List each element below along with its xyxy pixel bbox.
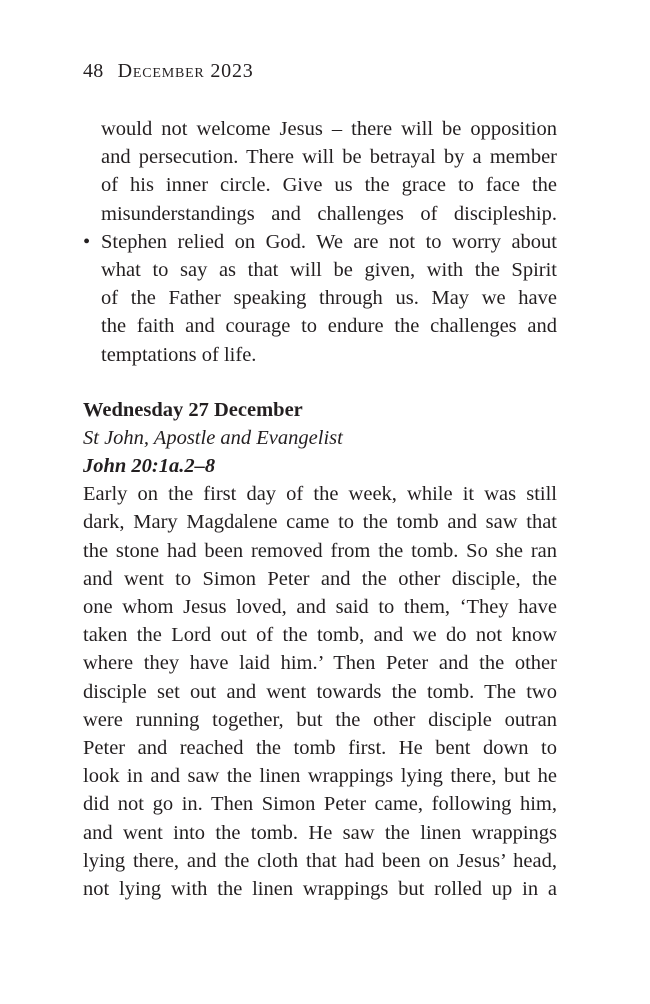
text-line: temptations of life.	[101, 343, 257, 366]
continued-bullet-text	[83, 115, 557, 228]
passage-line: not lying with the linen wrappings but rolled up in a	[83, 877, 557, 900]
passage-line: and went into the tomb. He saw the linen wrappings	[83, 821, 557, 844]
text-line: what to say as that will be given, with the Spirit	[101, 258, 557, 281]
section-gap	[83, 369, 557, 396]
bullet-text	[83, 228, 557, 369]
passage-line: look in and saw the linen wrappings lying there, but he	[83, 765, 557, 788]
text-line: of the Father speaking through us. May we have	[101, 287, 557, 310]
passage-line: disciple set out and went towards the tomb. The two	[83, 680, 557, 703]
bullet-point	[83, 228, 557, 369]
text-line: would not welcome Jesus – there will be opposition	[101, 118, 557, 140]
passage-line: where they have laid him.’ Then Peter and the other	[83, 652, 557, 675]
passage-line: and went to Simon Peter and the other disciple, the	[83, 567, 557, 590]
passage-line: lying there, and the cloth that had been on Jesus’ head,	[83, 849, 557, 872]
text-line: Stephen relied on God. We are not to worry about	[101, 230, 557, 253]
entry-date-heading: Wednesday 27 December	[83, 398, 303, 421]
scripture-passage	[83, 480, 557, 903]
passage-line: did not go in. Then Simon Peter came, following him,	[83, 793, 557, 816]
bullet-marker: •	[83, 230, 91, 253]
page-content	[83, 115, 557, 903]
running-head-title: December 2023	[117, 60, 254, 82]
passage-line: dark, Mary Magdalene came to the tomb and saw that	[83, 511, 557, 534]
passage-line: Early on the first day of the week, while it was still	[83, 483, 557, 506]
passage-line: one whom Jesus loved, and said to them, ‘They have	[83, 596, 557, 618]
passage-line: were running together, but the other disciple outran	[83, 708, 557, 731]
feast-subtitle: St John, Apostle and Evangelist	[83, 426, 343, 449]
passage-line: Peter and reached the tomb first. He bent down to	[83, 736, 557, 759]
passage-line: the stone had been removed from the tomb. So she ran	[83, 539, 557, 562]
text-line: and persecution. There will be betrayal by a member	[101, 146, 557, 169]
page-number: 48	[83, 60, 104, 82]
text-line: of his inner circle. Give us the grace to face the	[101, 174, 557, 197]
running-head	[83, 57, 254, 85]
scripture-reference: John 20:1a.2–8	[83, 455, 216, 478]
text-line: misunderstandings and challenges of discipleship.	[101, 202, 557, 225]
text-line: the faith and courage to endure the challenges and	[101, 315, 557, 338]
daily-entry	[83, 396, 557, 903]
passage-line: taken the Lord out of the tomb, and we do not know	[83, 624, 557, 647]
